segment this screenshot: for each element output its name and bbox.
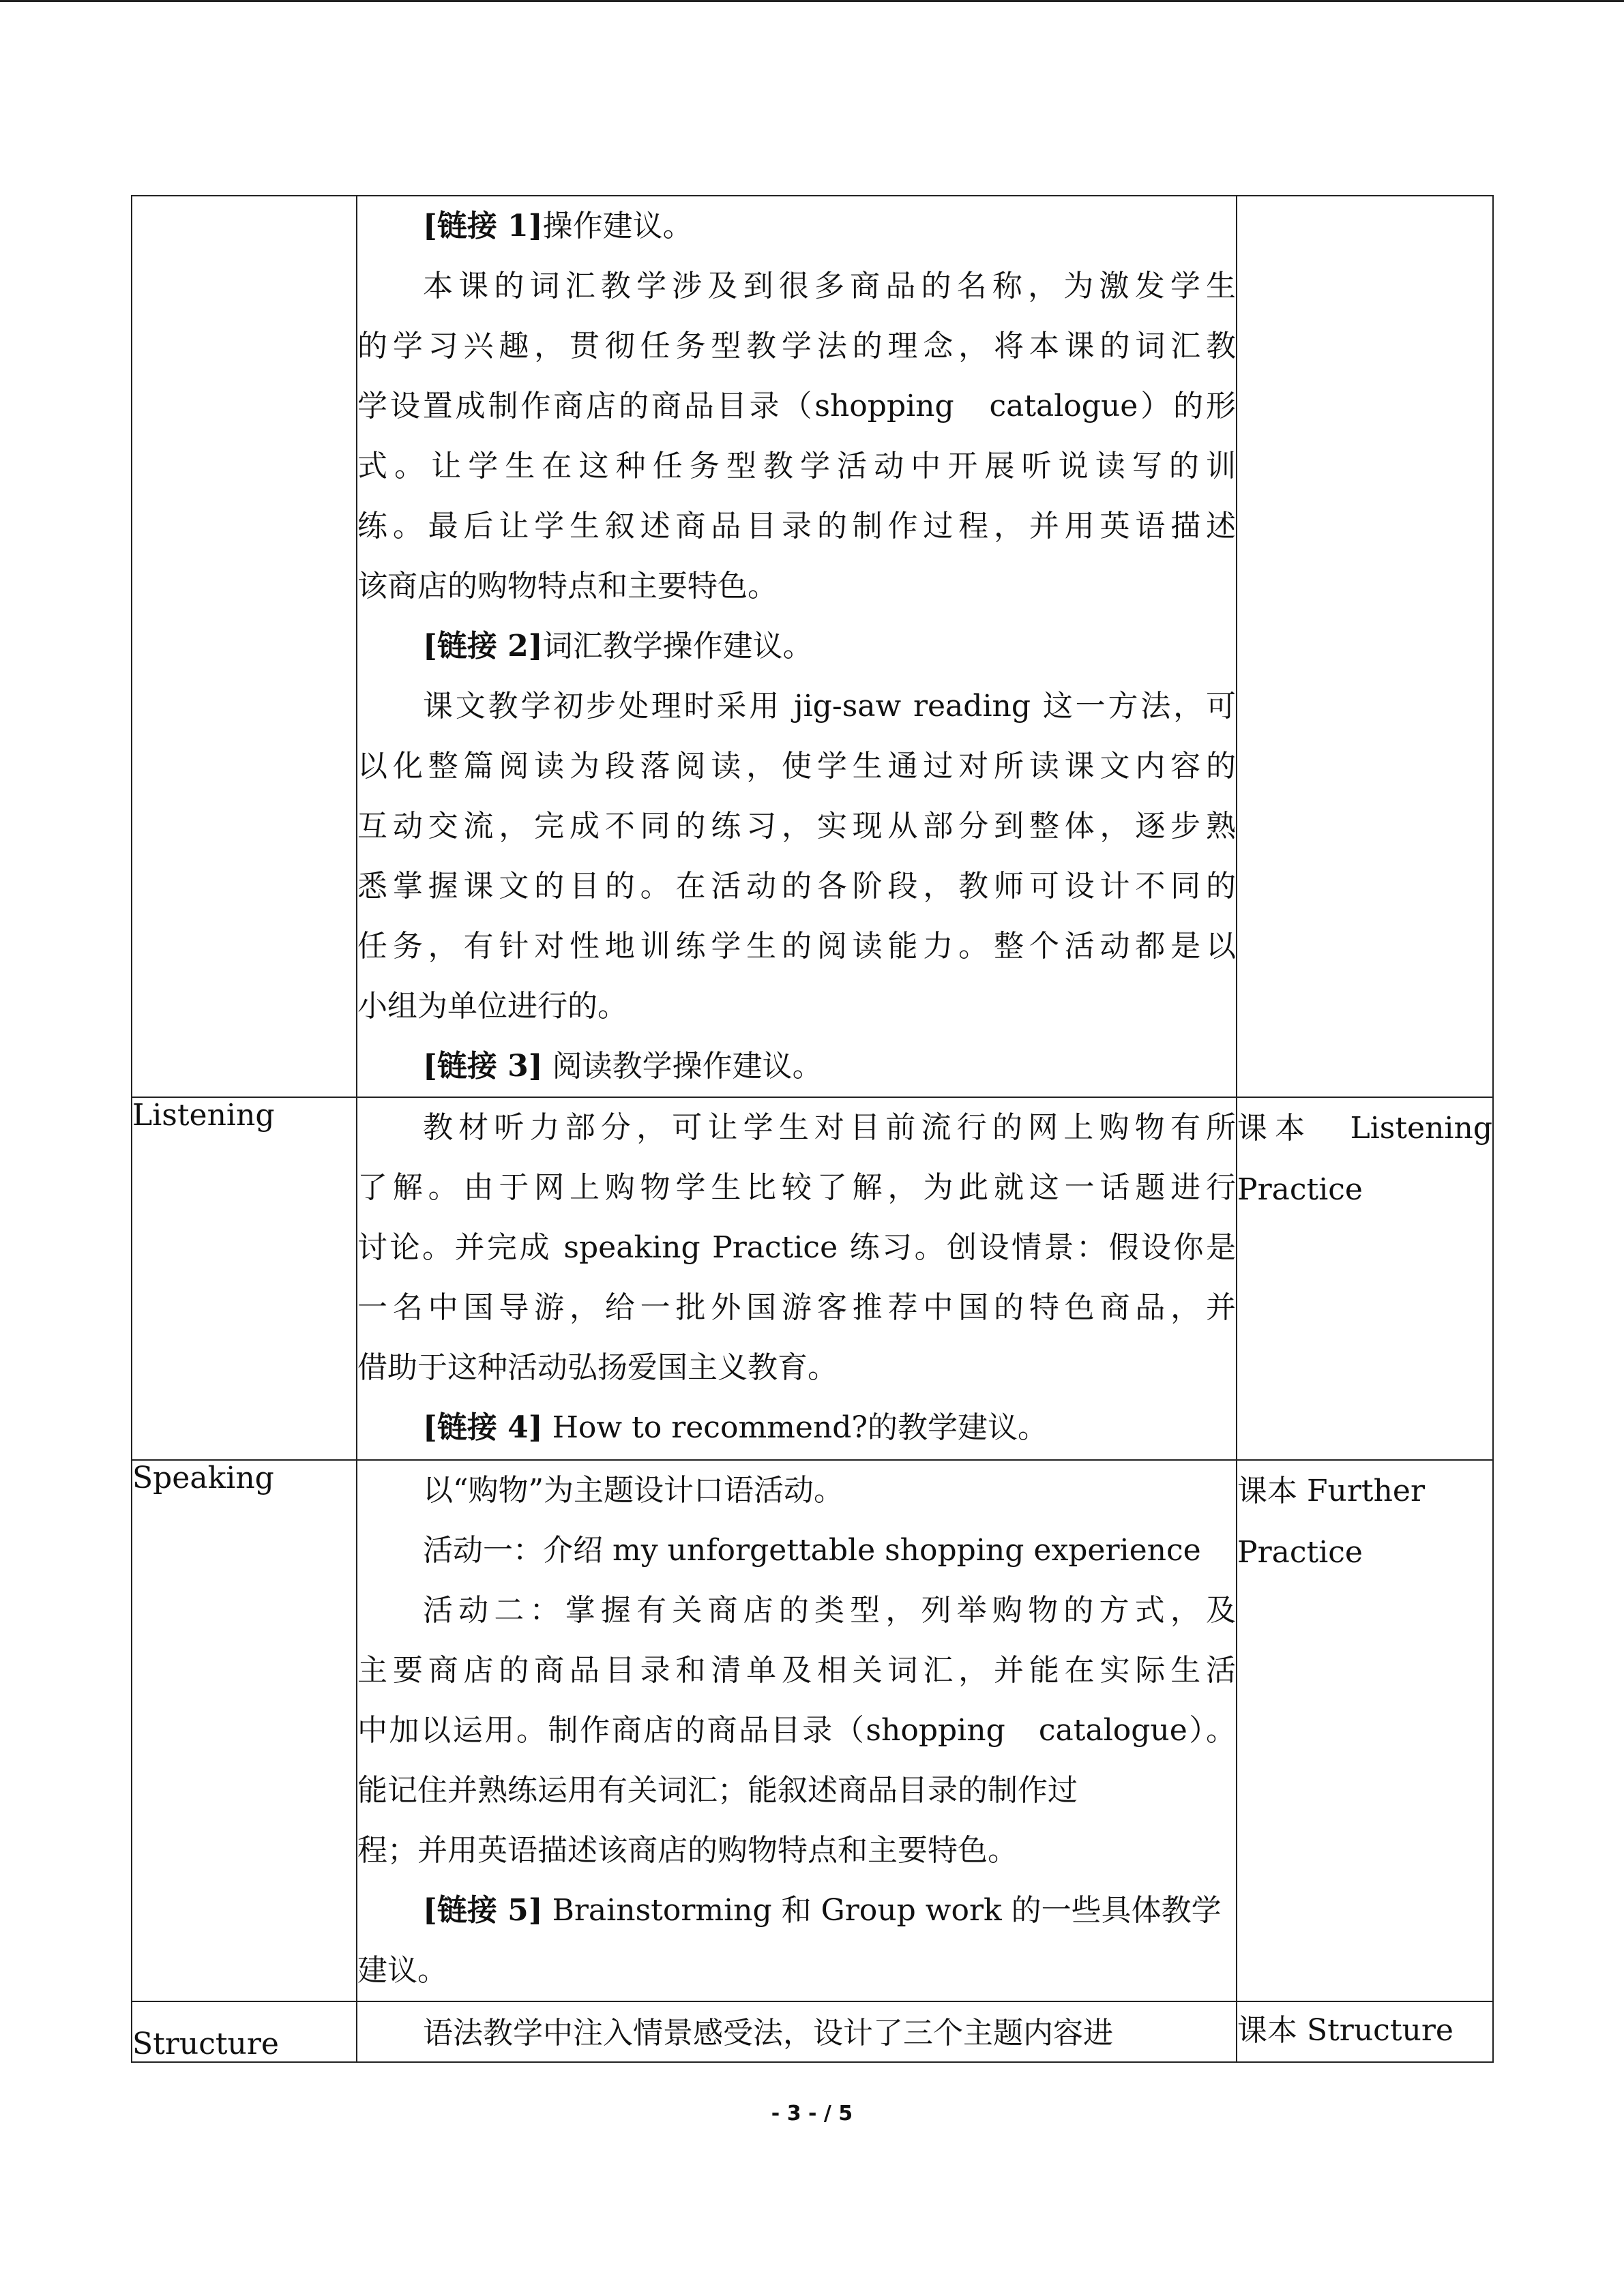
paragraph-line: 学设置成制作商店的商品目录（shopping catalogue）的形 [357,389,1236,423]
table-row [132,1097,1493,1460]
row1-section-cell [132,196,357,1097]
paragraph-line: 以“购物”为主题设计口语活动。 [423,1473,844,1508]
paragraph-line: 一名中国导游，给一批外国游客推荐中国的特色商品，并 [357,1290,1236,1325]
listening-resource-cell [1237,1097,1493,1460]
link5-line: [链接 5] Brainstorming 和 Group work 的一些具体教学 [423,1893,1222,1928]
speaking-resource-cell [1237,1460,1493,2001]
paragraph-line: 以化整篇阅读为段落阅读，使学生通过对所读课文内容的 [357,749,1236,784]
row1-content-cell [357,196,1237,1097]
structure-resource-cell: 课本 Structure [1237,2001,1493,2062]
paragraph-line: 练。最后让学生叙述商品目录的制作过程，并用英语描述 [357,509,1236,543]
page-number: - 3 - / 5 [771,2102,853,2126]
link4-label: [链接 4] [423,1410,543,1445]
resource-line: Practice [1237,1172,1363,1207]
section-label-structure: Structure [132,2001,357,2062]
link5-label: [链接 5] [423,1893,543,1928]
resource-line: 课本 Listening [1237,1111,1492,1146]
paragraph-line: 悉掌握课文的目的。在活动的各阶段，教师可设计不同的 [357,869,1236,904]
paragraph-line: 中加以运用。制作商店的商品目录（shopping catalogue）。 [357,1713,1236,1748]
paragraph-line: 课文教学初步处理时采用 jig-saw reading 这一方法，可 [423,689,1236,724]
paragraph-line: 建议。 [357,1953,447,1988]
link2-label: [链接 2] [423,629,543,664]
paragraph-line: 小组为单位进行的。 [357,989,628,1024]
row1-resource-cell [1237,196,1493,1097]
link4-line: [链接 4] How to recommend?的教学建议。 [423,1410,1048,1445]
paragraph-line: 该商店的购物特点和主要特色。 [357,569,778,603]
speaking-content-cell [357,1460,1237,2001]
section-label-listening: Listening [132,1097,357,1460]
paragraph-line: 能记住并熟练运用有关词汇；能叙述商品目录的制作过 [357,1773,1078,1808]
paragraph-line: 活动二：掌握有关商店的类型，列举购物的方式，及 [423,1593,1236,1628]
paragraph-line: 程；并用英语描述该商店的购物特点和主要特色。 [357,1833,1018,1868]
paragraph-line: 借助于这种活动弘扬爱国主义教育。 [357,1350,838,1385]
paragraph-line: 本课的词汇教学涉及到很多商品的名称，为激发学生 [423,269,1236,303]
table-row [132,196,1493,1097]
paragraph-line: 讨论。并完成 speaking Practice 练习。创设情景：假设你是 [357,1230,1236,1265]
listening-content-cell [357,1097,1237,1460]
link1-line: [链接 1]操作建议。 [423,209,693,243]
paragraph-line: 互动交流，完成不同的练习，实现从部分到整体，逐步熟 [357,809,1236,844]
link1-label: [链接 1] [423,209,543,243]
resource-line: 课本 Further [1237,1474,1425,1508]
paragraph-line: 任务，有针对性地训练学生的阅读能力。整个活动都是以 [357,929,1236,964]
paragraph-line: 的学习兴趣，贯彻任务型教学法的理念，将本课的词汇教 [357,329,1236,363]
paragraph-line: 式。让学生在这种任务型教学活动中开展听说读写的训 [357,449,1236,483]
lesson-plan-table [131,195,1494,2063]
table-row [132,2001,1493,2062]
paragraph-line: 教材听力部分，可让学生对目前流行的网上购物有所 [423,1110,1236,1145]
top-border-line [0,0,1624,2]
paragraph-line: 活动一：介绍 my unforgettable shopping experience [423,1533,1201,1568]
link2-line: [链接 2]词汇教学操作建议。 [423,629,813,664]
resource-line: Practice [1237,1535,1363,1570]
table-row [132,1460,1493,2001]
paragraph-line: 语法教学中注入情景感受法，设计了三个主题内容进 [423,2016,1113,2051]
section-label-speaking: Speaking [132,1460,357,2001]
link3-label: [链接 3] [423,1049,543,1084]
paragraph-line: 了解。由于网上购物学生比较了解，为此就这一话题进行 [357,1170,1236,1205]
paragraph-line: 主要商店的商品目录和清单及相关词汇，并能在实际生活 [357,1653,1236,1688]
link3-line: [链接 3] 阅读教学操作建议。 [423,1049,823,1084]
structure-content-cell [357,2001,1237,2062]
